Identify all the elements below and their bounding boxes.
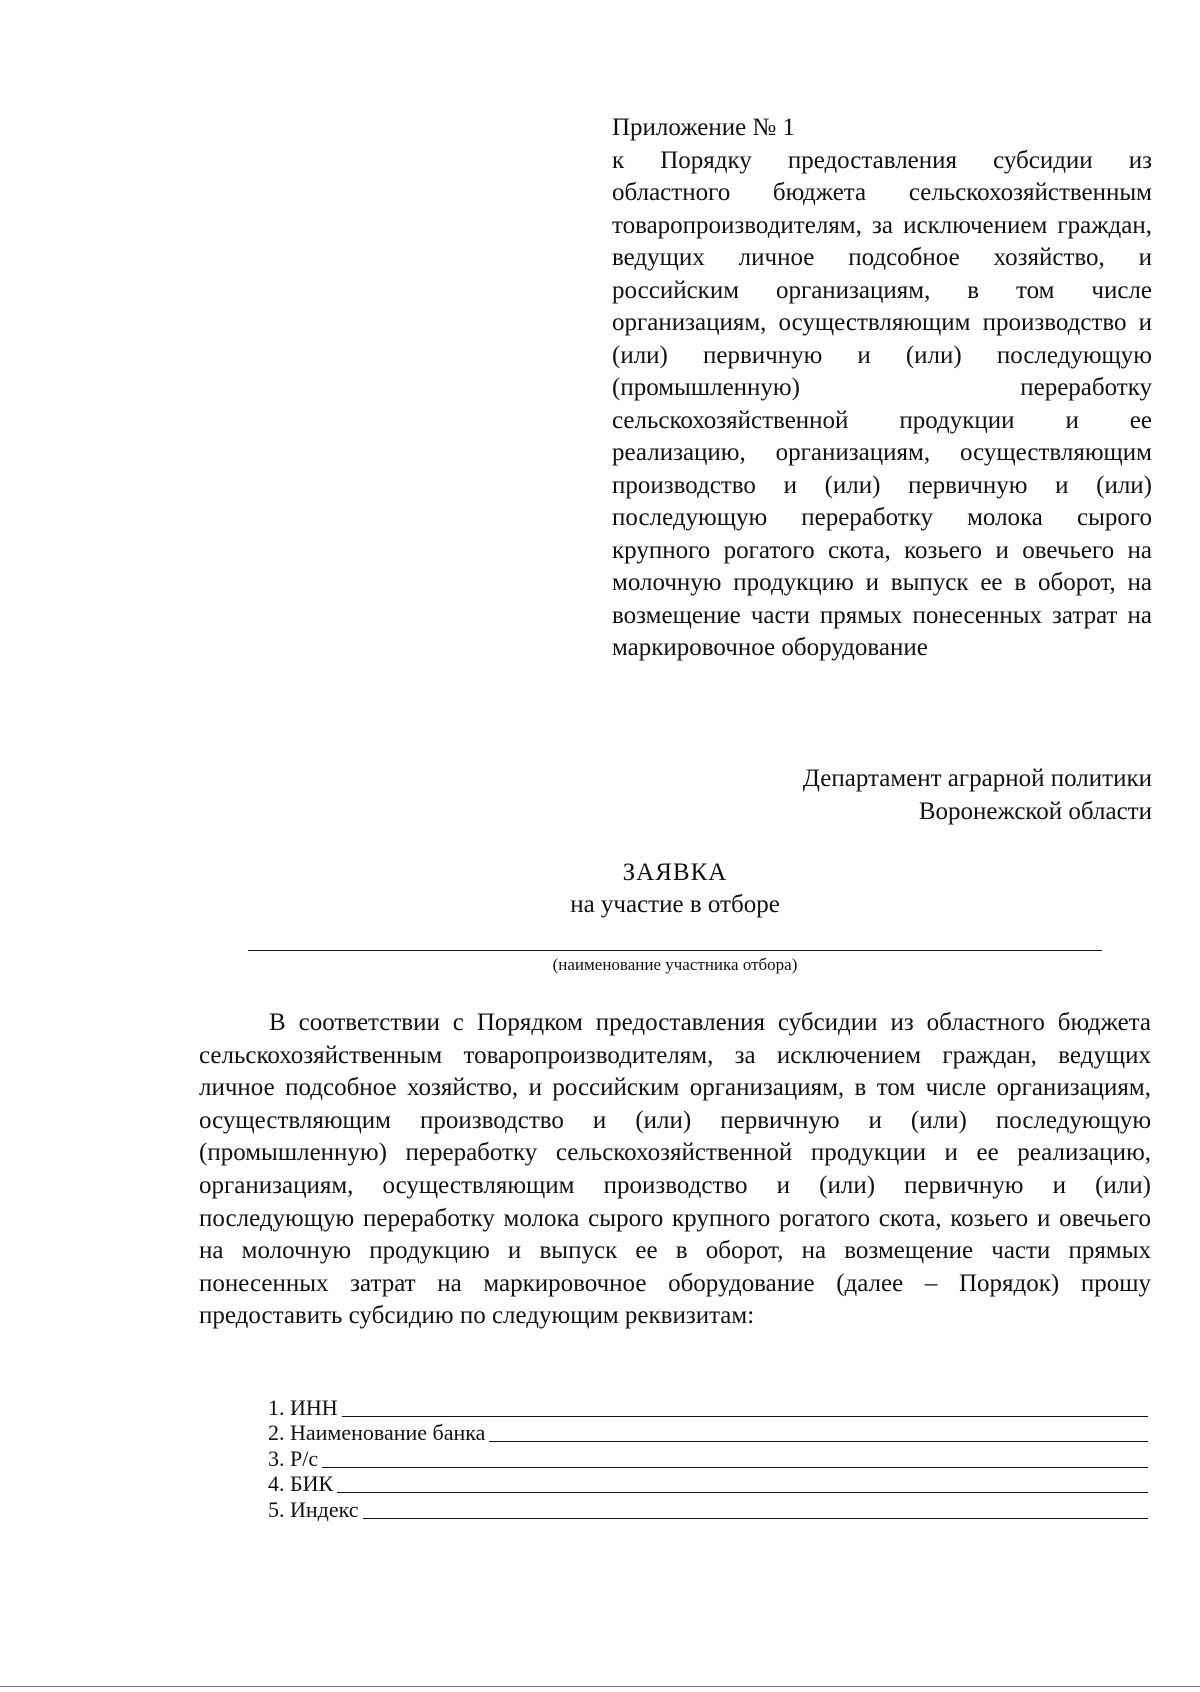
- requisite-index: [268, 1495, 1148, 1521]
- appendix-block: [612, 112, 1152, 665]
- requisite-bik: [268, 1470, 1148, 1496]
- requisite-blank-line: [322, 1447, 1148, 1468]
- requisite-account: [268, 1444, 1148, 1470]
- recipient-line-2: Воронежской области: [918, 797, 1152, 825]
- page-bottom-edge: [0, 1686, 1200, 1687]
- requisite-blank-line: [342, 1396, 1148, 1417]
- recipient-line-1: Департамент аграрной политики: [802, 765, 1152, 792]
- recipient-block: [612, 763, 1152, 828]
- application-main-text: В соответствии с Порядком предоставления субсидии из областного бюджета сельскохозяйственным товаропроизводителям, за исключением граждан, ведущих личное подсобное хозяйство, и российским организациям, в том числе организациям, осуществляющим производство и (или) первичную и (или) последующую (промышленную) переработку сельскохозяйственной продукции и ее реализацию, организациям, осуществляющим производство и (или) первичную и (или) последующую переработку молока сырого крупного рогатого скота, козьего и овечьего на молочную продукцию и выпуск ее в оборот, на возмещение части прямых понесенных затрат на маркировочное оборудование (далее – Порядок) прошу предоставить субсидию по следующим реквизитам:: [199, 1009, 1151, 1330]
- requisite-bank-name: [268, 1419, 1148, 1445]
- requisite-label: 4. БИК: [268, 1471, 334, 1496]
- requisite-inn: [268, 1393, 1148, 1419]
- application-subtitle: на участие в отборе: [570, 891, 780, 918]
- requisite-blank-line: [363, 1498, 1148, 1519]
- application-title: ЗАЯВКА: [622, 859, 728, 886]
- appendix-body: к Порядку предоставления субсидии из областного бюджета сельскохозяйственным товаропроизводителям, за исключением граждан, ведущих личное подсобное хозяйство, и российским организациям, в том числе организациям, осуществляющим производство и (или) первичную и (или) последующую (промышленную) переработку сельскохозяйственной продукции и ее реализацию, организациям, осуществляющим производство и (или) первичную и (или) последующую переработку молока сырого крупного рогатого скота, козьего и овечьего на молочную продукцию и выпуск ее в оборот, на возмещение части прямых понесенных затрат на маркировочное оборудование: [612, 146, 1152, 661]
- requisite-label: 3. Р/с: [268, 1445, 319, 1471]
- requisite-blank-line: [337, 1472, 1148, 1493]
- requisites-list: [268, 1393, 1148, 1521]
- requisite-blank-line: [489, 1421, 1148, 1442]
- requisite-label: 5. Индекс: [268, 1496, 359, 1522]
- participant-name-line: [248, 950, 1102, 951]
- appendix-title: Приложение № 1: [612, 114, 796, 141]
- requisite-label: 2. Наименование банка: [268, 1420, 486, 1445]
- participant-name-caption: (наименование участника отбора): [552, 955, 798, 974]
- requisite-label: 1. ИНН: [268, 1394, 338, 1420]
